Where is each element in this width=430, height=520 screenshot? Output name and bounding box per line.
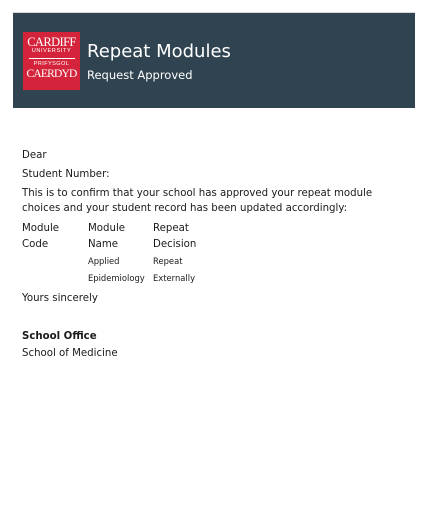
logo-line-cardiff: CARDIFF xyxy=(27,35,76,49)
logo-line-caerdydd: CAERDYD xyxy=(26,68,77,80)
table-row-1-decision: Repeat xyxy=(153,256,183,266)
repeat-decision-header xyxy=(153,221,213,253)
logo-line-prifysgol: PRIFYSGOL xyxy=(33,61,70,67)
module-name-header xyxy=(88,221,150,253)
signature-office: School Office xyxy=(22,331,97,342)
table-row-1-name: Applied xyxy=(88,256,120,266)
logo-divider xyxy=(29,58,75,59)
table-row-2-decision: Externally xyxy=(153,273,196,283)
email-header-banner xyxy=(13,12,415,108)
salutation: Dear xyxy=(22,150,47,161)
module-name-header-line1: Module xyxy=(88,223,126,234)
module-name-header-line2: Name xyxy=(88,239,119,250)
cardiff-university-logo xyxy=(23,32,80,90)
module-code-header-line2: Code xyxy=(22,239,49,250)
confirmation-paragraph: This is to confirm that your school has approved your repeat module choices and your student record has been updated accordingly: xyxy=(22,188,373,214)
signature-school: School of Medicine xyxy=(22,348,118,359)
module-code-header-line1: Module xyxy=(22,223,60,234)
header-title: Repeat Modules xyxy=(87,41,231,62)
closing-line: Yours sincerely xyxy=(22,293,98,304)
table-row-2-name: Epidemiology xyxy=(88,273,145,283)
module-code-header xyxy=(22,221,80,253)
header-subtitle: Request Approved xyxy=(87,68,193,82)
repeat-decision-header-line2: Decision xyxy=(153,239,197,250)
repeat-decision-header-line1: Repeat xyxy=(153,223,189,234)
logo-line-university: UNIVERSITY xyxy=(31,48,72,54)
student-number-label: Student Number: xyxy=(22,169,110,180)
